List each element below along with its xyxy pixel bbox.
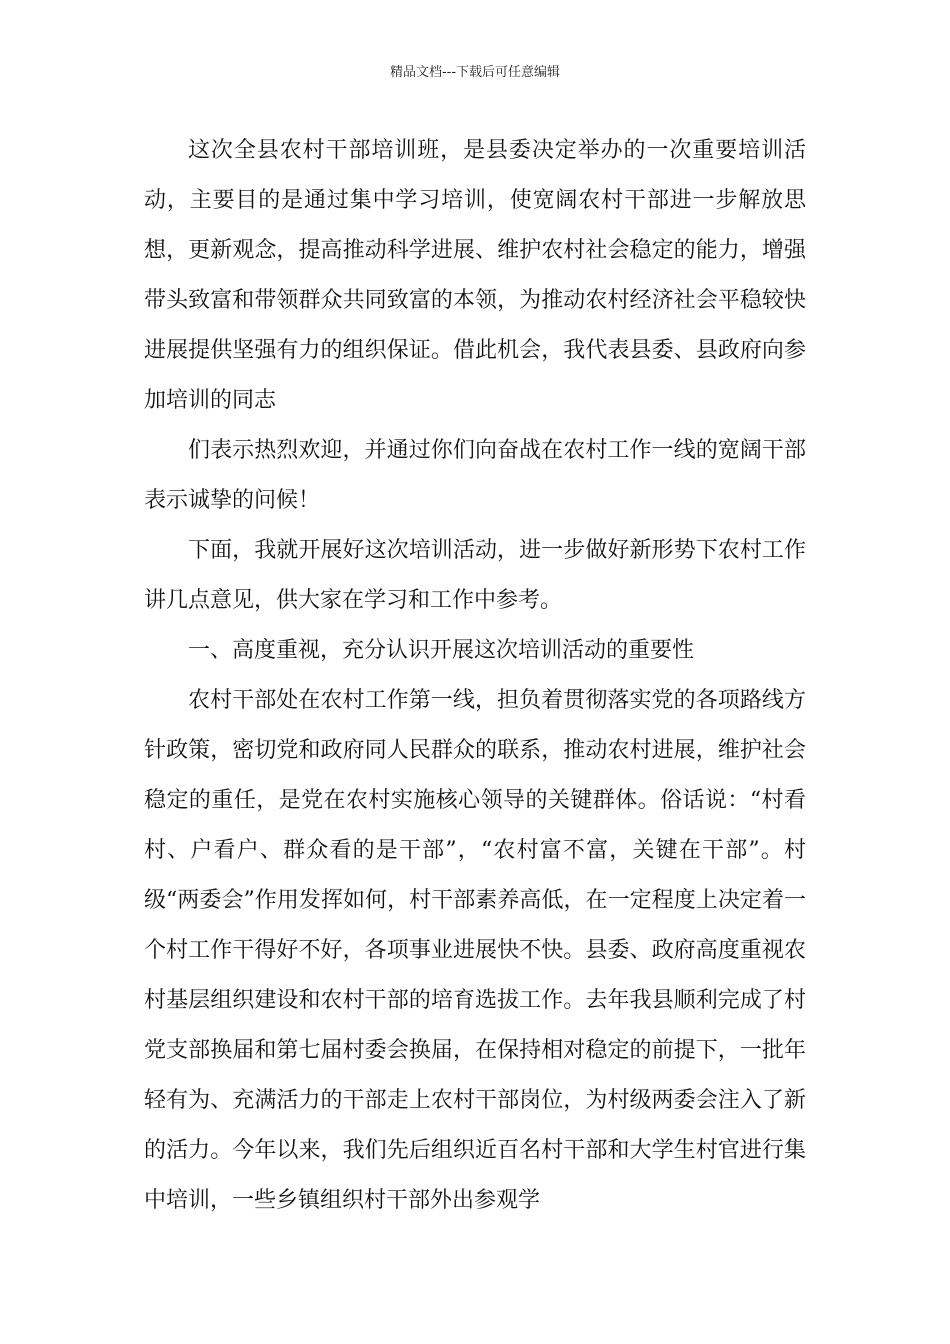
paragraph-importance: 农村干部处在农村工作第一线，担负着贯彻落实党的各项路线方针政策，密切党和政府同人民群众的联系，推动农村进展，维护社会稳定的重任，是党在农村实施核心领导的关键群体。俗话说：“村看村、户看户、群众看的是干部”，“农村富不富，关键在干部”。村级“两委会”作用发挥如何，村干部素养高低，在一定程度上决定着一个村工作干得好不好，各项事业进展快不快。县委、政府高度重视农村基层组织建设和农村干部的培育选拔工作。去年我县顺利完成了村党支部换届和第七届村委会换届，在保持相对稳定的前提下，一批年轻有为、充满活力的干部走上农村干部岗位，为村级两委会注入了新的活力。今年以来，我们先后组织近百名村干部和大学生村官进行集中培训，一些乡镇组织村干部外出参观学 [144, 688, 806, 1213]
section-heading-1: 一、高度重视，充分认识开展这次培训活动的重要性 [188, 638, 695, 663]
paragraph-intro: 这次全县农村干部培训班，是县委决定举办的一次重要培训活动，主要目的是通过集中学习培训，使宽阔农村干部进一步解放思想，更新观念，提高推动科学进展、维护农村社会稳定的能力，增强带头致富和带领群众共同致富的本领，为推动农村经济社会平稳较快进展提供坚强有力的组织保证。借此机会，我代表县委、县政府向参加培训的同志 [144, 138, 806, 413]
document-body [144, 126, 806, 1226]
page-header: 精品文档---下载后可任意编辑 [389, 65, 561, 80]
paragraph-welcome: 们表示热烈欢迎，并通过你们向奋战在农村工作一线的宽阔干部表示诚挚的问候！ [144, 438, 806, 513]
paragraph-outline: 下面，我就开展好这次培训活动，进一步做好新形势下农村工作讲几点意见，供大家在学习和工作中参考。 [144, 538, 806, 613]
